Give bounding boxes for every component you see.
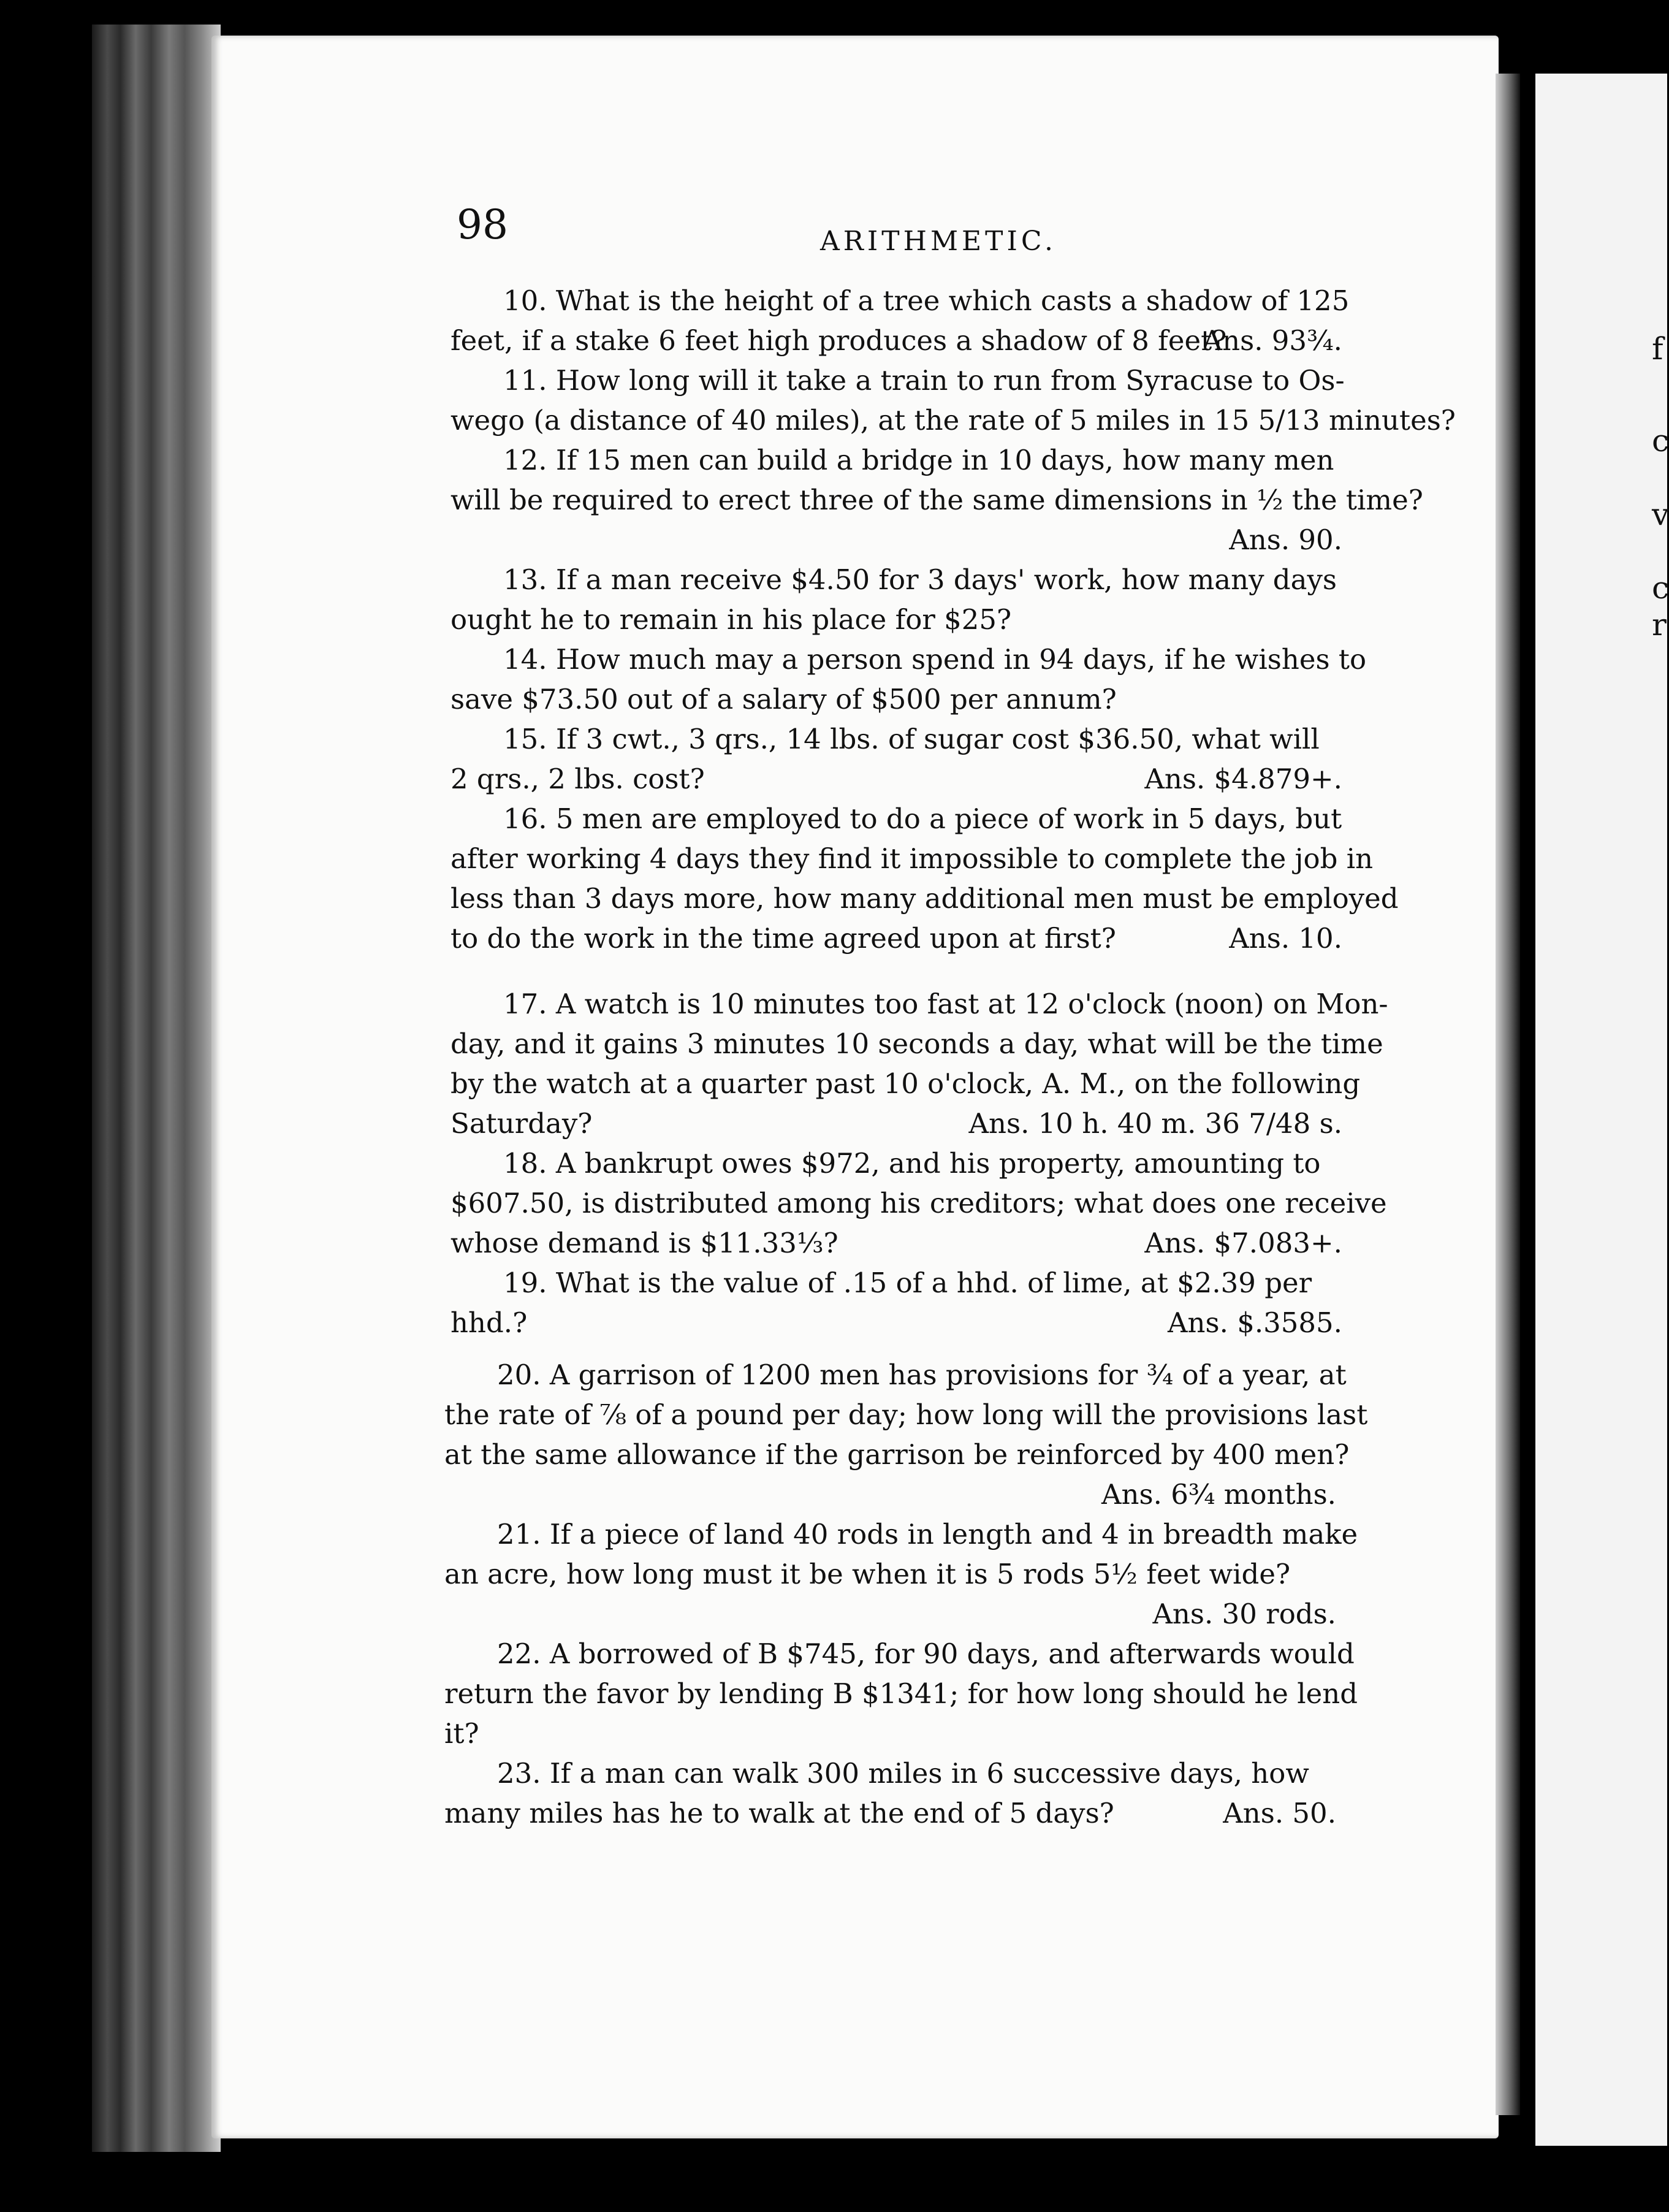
text-line <box>444 1474 1336 1514</box>
answer-text: Ans. 90. <box>1229 524 1342 556</box>
text-line: 17. A watch is 10 minutes too fast at 12 o'clock (noon) on Mon- <box>503 988 1388 1020</box>
text-line <box>451 520 1342 560</box>
text-line: 12. If 15 men can build a bridge in 10 days, how many men <box>503 444 1334 476</box>
page-edge-shadow <box>1496 74 1520 2115</box>
text-line: return the favor by lending B $1341; for how long should he lend <box>444 1677 1358 1710</box>
text-line: 19. What is the value of .15 of a hhd. of lime, at $2.39 per <box>503 1267 1312 1299</box>
text-line: save $73.50 out of a salary of $500 per annum? <box>451 683 1117 715</box>
answer-text: Ans. $.3585. <box>1168 1306 1342 1339</box>
text-line: wego (a distance of 40 miles), at the rate of 5 miles in 15 5/13 minutes? <box>451 404 1456 437</box>
problems-block-1 <box>451 281 1456 958</box>
facing-letter: c <box>1652 570 1669 606</box>
text-line: 22. A borrowed of B $745, for 90 days, and afterwards would <box>497 1638 1355 1670</box>
text-line: 15. If 3 cwt., 3 qrs., 14 lbs. of sugar cost $36.50, what will <box>503 723 1320 755</box>
text-line: by the watch at a quarter past 10 o'clock, A. M., on the following <box>451 1067 1361 1100</box>
text-line: 23. If a man can walk 300 miles in 6 successive days, how <box>497 1757 1309 1790</box>
problems-block-3 <box>444 1355 1368 1833</box>
text-line: $607.50, is distributed among his creditors; what does one receive <box>451 1187 1387 1219</box>
answer-text: Ans. $4.879+. <box>1144 763 1342 795</box>
text-line: less than 3 days more, how many additional men must be employed <box>451 882 1399 915</box>
answer-text: Ans. 93¾. <box>1202 324 1342 357</box>
facing-letter: c <box>1652 423 1669 459</box>
text-line: the rate of ⅞ of a pound per day; how long will the provisions last <box>444 1398 1368 1431</box>
facing-letter: f <box>1652 331 1663 367</box>
running-head: ARITHMETIC. <box>820 226 1057 257</box>
text-line: an acre, how long must it be when it is 5 rods 5½ feet wide? <box>444 1558 1291 1590</box>
book-binding <box>92 25 221 2152</box>
text-line: 18. A bankrupt owes $972, and his property, amounting to <box>503 1147 1321 1180</box>
facing-letter: r <box>1652 607 1667 643</box>
page-number: 98 <box>457 201 508 248</box>
text-line: 16. 5 men are employed to do a piece of work in 5 days, but <box>503 803 1342 835</box>
facing-page-fragment <box>1535 74 1667 2146</box>
text-line: at the same allowance if the garrison be reinforced by 400 men? <box>444 1438 1350 1471</box>
answer-text: Ans. $7.083+. <box>1144 1227 1342 1259</box>
text-line: hhd.? Ans. $.3585. <box>451 1303 1342 1343</box>
answer-text: Ans. 10 h. 40 m. 36 7/48 s. <box>968 1107 1342 1140</box>
answer-text: Ans. 10. <box>1229 922 1342 955</box>
text-line: it? <box>444 1717 479 1750</box>
text-line: 10. What is the height of a tree which casts a shadow of 125 <box>503 284 1350 317</box>
text-line: ought he to remain in his place for $25? <box>451 603 1012 636</box>
text-line: 21. If a piece of land 40 rods in length and 4 in breadth make <box>497 1518 1358 1550</box>
text-line: 14. How much may a person spend in 94 days, if he wishes to <box>503 643 1367 676</box>
problems-block-2 <box>451 984 1388 1343</box>
text-line: many miles has he to walk at the end of 5 days? Ans. 50. <box>444 1793 1336 1833</box>
text-line: feet, if a stake 6 feet high produces a shadow of 8 feet? Ans. 93¾. <box>451 321 1342 360</box>
answer-text: Ans. 50. <box>1223 1797 1336 1829</box>
text-line: Saturday? Ans. 10 h. 40 m. 36 7/48 s. <box>451 1104 1342 1143</box>
text-line: will be required to erect three of the same dimensions in ½ the time? <box>451 484 1423 516</box>
text-line: day, and it gains 3 minutes 10 seconds a day, what will be the time <box>451 1028 1383 1060</box>
answer-text: Ans. 30 rods. <box>1152 1598 1336 1630</box>
text-line: to do the work in the time agreed upon at first? Ans. 10. <box>451 918 1342 958</box>
text-line: 11. How long will it take a train to run from Syracuse to Os- <box>503 364 1345 397</box>
text-line: 20. A garrison of 1200 men has provisions for ¾ of a year, at <box>497 1359 1347 1391</box>
text-line: whose demand is $11.33⅓? Ans. $7.083+. <box>451 1223 1342 1263</box>
answer-text: Ans. 6¾ months. <box>1101 1478 1336 1511</box>
text-line: 2 qrs., 2 lbs. cost? Ans. $4.879+. <box>451 759 1342 799</box>
text-line: 13. If a man receive $4.50 for 3 days' work, how many days <box>503 563 1337 596</box>
text-line: after working 4 days they find it impossible to complete the job in <box>451 842 1374 875</box>
text-line <box>444 1594 1336 1634</box>
facing-letter: v <box>1652 497 1669 532</box>
